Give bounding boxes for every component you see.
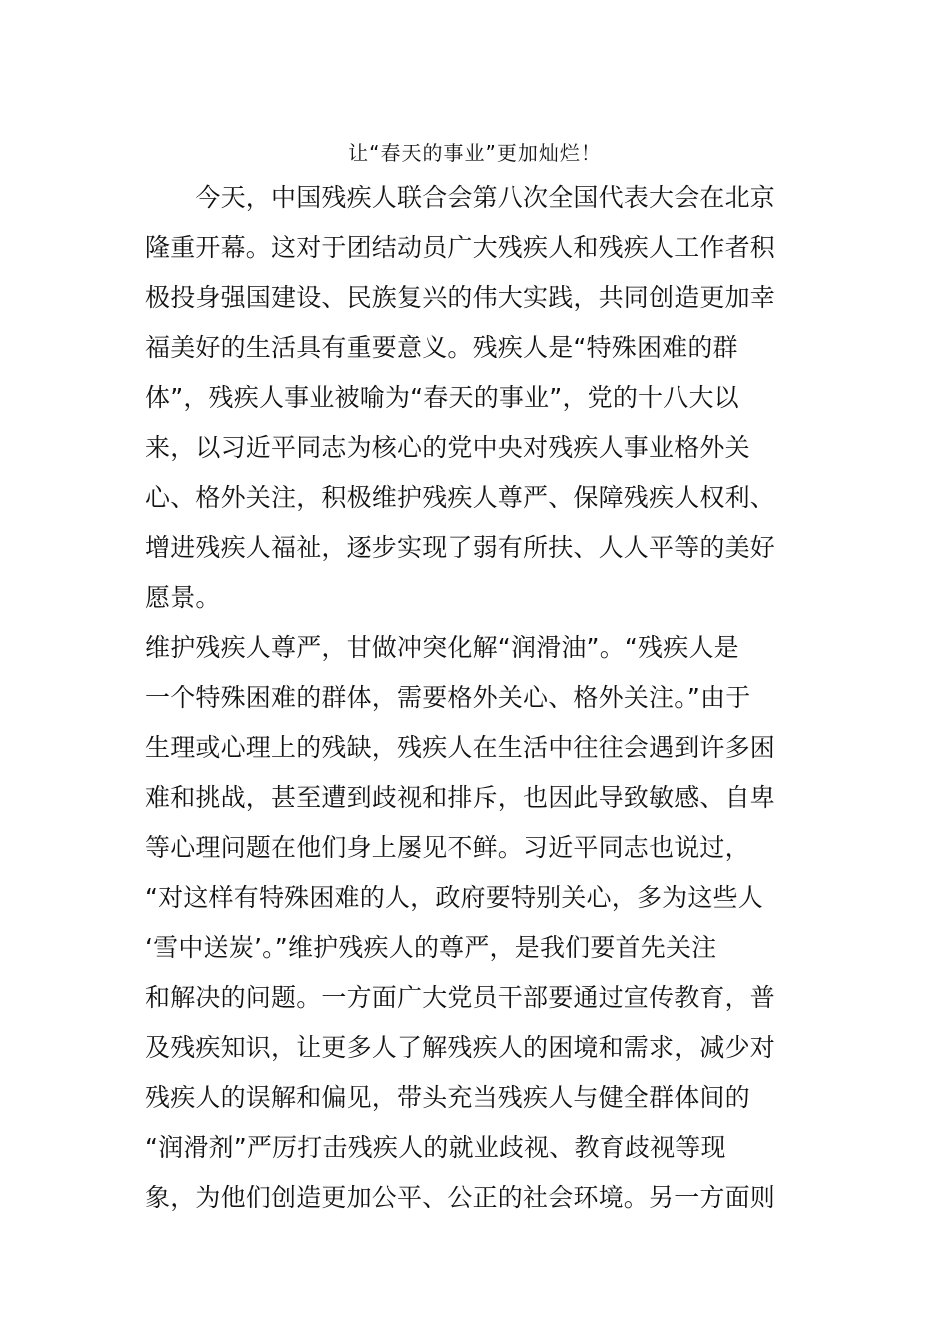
body-line: 隆重开幕。这对于团结动员广大残疾人和残疾人工作者积 (145, 233, 776, 262)
body-line: 难和挑战，甚至遭到歧视和排斥，也因此导致敏感、自卑 (145, 783, 776, 812)
body-line: 增进残疾人福祉，逐步实现了弱有所扶、人人平等的美好 (145, 533, 776, 562)
body-line: 和解决的问题。一方面广大党员干部要通过宣传教育，普 (145, 983, 776, 1012)
body-line: “对这样有特殊困难的人，政府要特别关心，多为这些人 (145, 883, 763, 912)
body-line: 心、格外关注，积极维护残疾人尊严、保障残疾人权利、 (145, 483, 776, 512)
body-line: 今天，中国残疾人联合会第八次全国代表大会在北京 (145, 183, 776, 212)
body-line: 一个特殊困难的群体，需要格外关心、格外关注。”由于 (145, 683, 751, 712)
body-line: 来，以习近平同志为核心的党中央对残疾人事业格外关 (145, 433, 750, 462)
body-line: 极投身强国建设、民族复兴的伟大实践，共同创造更加幸 (145, 283, 776, 312)
body-line: 体”，残疾人事业被喻为“春天的事业”，党的十八大以 (145, 383, 739, 412)
body-line: 维护残疾人尊严，甘做冲突化解“润滑油”。“残疾人是 (145, 633, 739, 662)
body-line: 残疾人的误解和偏见，带头充当残疾人与健全群体间的 (145, 1083, 750, 1112)
body-line: 愿景。 (145, 583, 221, 612)
body-line: 及残疾知识，让更多人了解残疾人的困境和需求，减少对 (145, 1033, 776, 1062)
body-line: ‘雪中送炭’。”维护残疾人的尊严，是我们要首先关注 (145, 933, 717, 962)
article-title: 让“春天的事业”更加灿烂！ (348, 141, 602, 165)
body-line: 生理或心理上的残缺，残疾人在生活中往往会遇到许多困 (145, 733, 776, 762)
body-line: 福美好的生活具有重要意义。残疾人是“特殊困难的群 (145, 333, 738, 362)
body-line: 象，为他们创造更加公平、公正的社会环境。另一方面则 (145, 1183, 776, 1212)
body-line: “润滑剂”严厉打击残疾人的就业歧视、教育歧视等现 (145, 1133, 726, 1162)
body-line: 等心理问题在他们身上屡见不鲜。习近平同志也说过， (145, 833, 750, 862)
